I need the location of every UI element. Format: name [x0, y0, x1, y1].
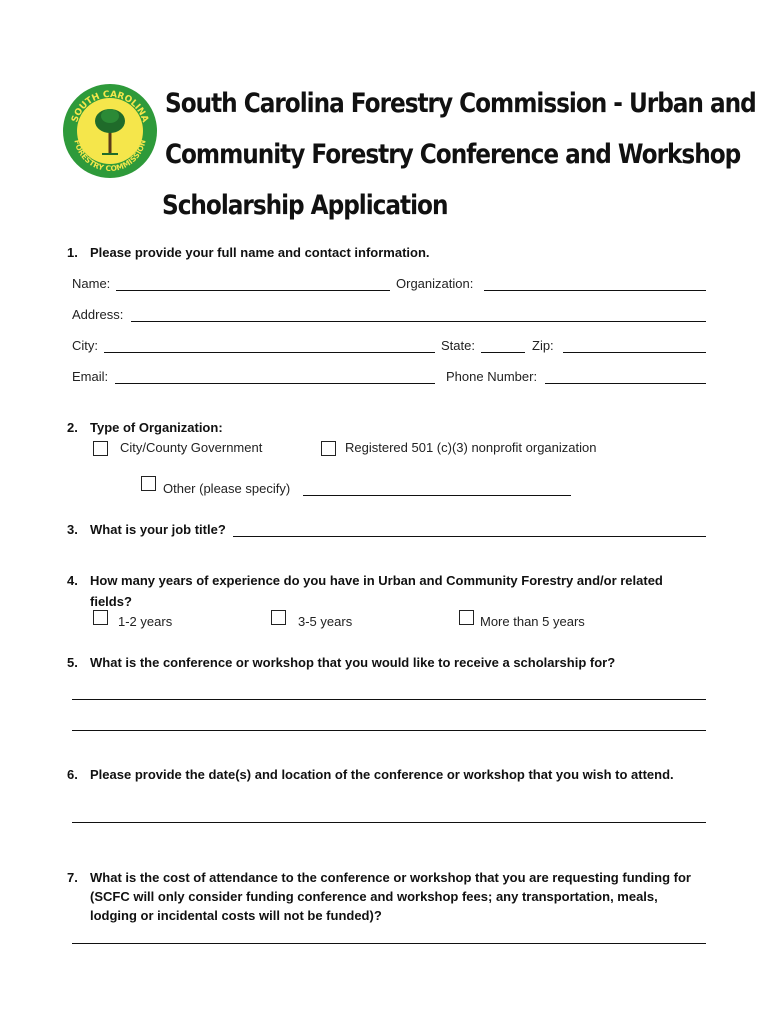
city-county-checkbox[interactable]: [93, 441, 108, 456]
name-label: Name:: [72, 276, 111, 291]
q2-number: 2.: [67, 420, 78, 435]
q7-text-line2: (SCFC will only consider funding conference and workshop fees; any transportation, meals,: [90, 889, 658, 904]
city-county-label: City/County Government: [120, 440, 263, 455]
title-line-1: South Carolina Forestry Commission - Urban and: [165, 88, 756, 119]
phone-field[interactable]: [545, 383, 706, 384]
zip-label: Zip:: [532, 338, 554, 353]
other-org-label: Other (please specify): [163, 481, 291, 496]
forestry-commission-logo: [62, 83, 158, 179]
experience-1-2-checkbox[interactable]: [93, 610, 108, 625]
q4-text-line2: fields?: [90, 594, 132, 609]
experience-1-2-label: 1-2 years: [118, 614, 173, 629]
state-label: State:: [441, 338, 475, 353]
conference-answer-line-2[interactable]: [72, 730, 706, 731]
nonprofit-checkbox[interactable]: [321, 441, 336, 456]
organization-field[interactable]: [484, 290, 706, 291]
q4-number: 4.: [67, 573, 78, 588]
email-label: Email:: [72, 369, 109, 384]
logo-top-text: SOUTH CAROLINA: [70, 89, 150, 124]
conference-answer-line-1[interactable]: [72, 699, 706, 700]
other-org-checkbox[interactable]: [141, 476, 156, 491]
q7-number: 7.: [67, 870, 78, 885]
title-line-3: Scholarship Application: [162, 190, 448, 221]
city-field[interactable]: [104, 352, 435, 353]
q5-number: 5.: [67, 655, 78, 670]
nonprofit-label: Registered 501 (c)(3) nonprofit organization: [345, 440, 597, 455]
q3-text: What is your job title?: [90, 522, 226, 537]
date-location-answer-line[interactable]: [72, 822, 706, 823]
name-field[interactable]: [116, 290, 390, 291]
q7-text-line1: What is the cost of attendance to the conference or workshop that you are requesting funding for: [90, 870, 691, 885]
experience-3-5-checkbox[interactable]: [271, 610, 286, 625]
q6-number: 6.: [67, 767, 78, 782]
q1-number: 1.: [67, 245, 78, 260]
q5-text: What is the conference or workshop that you would like to receive a scholarship for?: [90, 655, 616, 670]
job-title-field[interactable]: [233, 536, 706, 537]
organization-label: Organization:: [396, 276, 474, 291]
experience-5-plus-checkbox[interactable]: [459, 610, 474, 625]
q3-number: 3.: [67, 522, 78, 537]
title-line-2: Community Forestry Conference and Workshop: [165, 139, 741, 170]
q1-text: Please provide your full name and contact information.: [90, 245, 430, 260]
address-field[interactable]: [131, 321, 706, 322]
experience-5-plus-label: More than 5 years: [480, 614, 585, 629]
experience-3-5-label: 3-5 years: [298, 614, 353, 629]
state-field[interactable]: [481, 352, 525, 353]
q2-text: Type of Organization:: [90, 420, 223, 435]
q6-text: Please provide the date(s) and location of the conference or workshop that you wish to attend.: [90, 767, 674, 782]
cost-answer-line[interactable]: [72, 943, 706, 944]
phone-label: Phone Number:: [446, 369, 538, 384]
zip-field[interactable]: [563, 352, 706, 353]
address-label: Address:: [72, 307, 124, 322]
logo-bottom-text: FORESTRY COMMISSION: [72, 138, 148, 174]
other-org-field[interactable]: [303, 495, 571, 496]
q4-text-line1: How many years of experience do you have in Urban and Community Forestry and/or related: [90, 573, 663, 588]
q7-text-line3: lodging or incidental costs will not be funded)?: [90, 908, 382, 923]
city-label: City:: [72, 338, 98, 353]
email-field[interactable]: [115, 383, 435, 384]
